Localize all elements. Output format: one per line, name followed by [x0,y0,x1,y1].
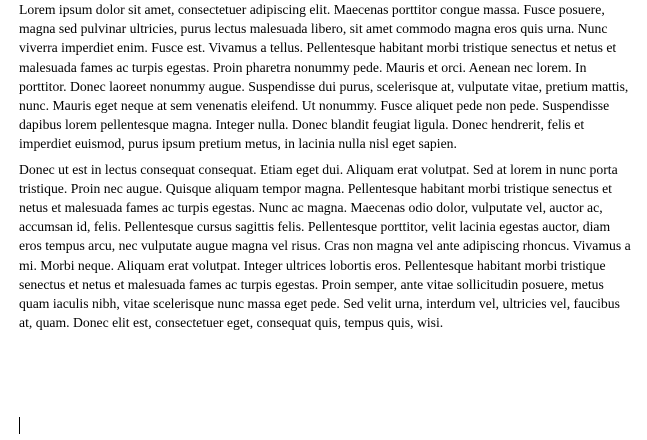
paragraph-1[interactable]: Lorem ipsum dolor sit amet, consectetuer adipiscing elit. Maecenas porttitor congue massa. Fusce posuere, magna sed pulvinar ultricies, purus lectus malesuada libero, sit amet commodo magna eros quis urna. Nunc viverra imperdiet enim. Fusce est. Vivamus a tellus. Pellentesque habitant morbi tristique senectus et netus et malesuada fames ac turpis egestas. Proin pharetra nonummy pede. Mauris et orci. Aenean nec lorem. In porttitor. Donec laoreet nonummy augue. Suspendisse dui purus, scelerisque at, vulputate vitae, pretium mattis, nunc. Mauris eget neque at sem venenatis eleifend. Ut nonummy. Fusce aliquet pede non pede. Suspendisse dapibus lorem pellentesque magna. Integer nulla. Donec blandit feugiat ligula. Donec hendrerit, felis et imperdiet euismod, purus ipsum pretium metus, in lacinia nulla nisl eget sapien. [19,2,629,152]
text-cursor [19,417,20,434]
document-body[interactable] [19,0,635,332]
paragraph-2[interactable]: Donec ut est in lectus consequat consequat. Etiam eget dui. Aliquam erat volutpat. Sed at lorem in nunc porta tristique. Proin nec augue. Quisque aliquam tempor magna. Pellentesque habitant morbi tristique senectus et netus et malesuada fames ac turpis egestas. Nunc ac magna. Maecenas odio dolor, vulputate vel, auctor ac, accumsan id, felis. Pellentesque cursus sagittis felis. Pellentesque porttitor, velit lacinia egestas auctor, diam eros tempus arcu, nec vulputate augue magna vel risus. Cras non magna vel ante adipiscing rhoncus. Vivamus a mi. Morbi neque. Aliquam erat volutpat. Integer ultrices lobortis eros. Pellentesque habitant morbi tristique senectus et netus et malesuada fames ac turpis egestas. Proin semper, ante vitae sollicitudin posuere, metus quam iaculis nibh, vitae scelerisque nunc massa eget pede. Sed velit urna, interdum vel, ultricies vel, faucibus at, quam. Donec elit est, consectetuer eget, consequat quis, tempus quis, wisi. [19,161,631,331]
